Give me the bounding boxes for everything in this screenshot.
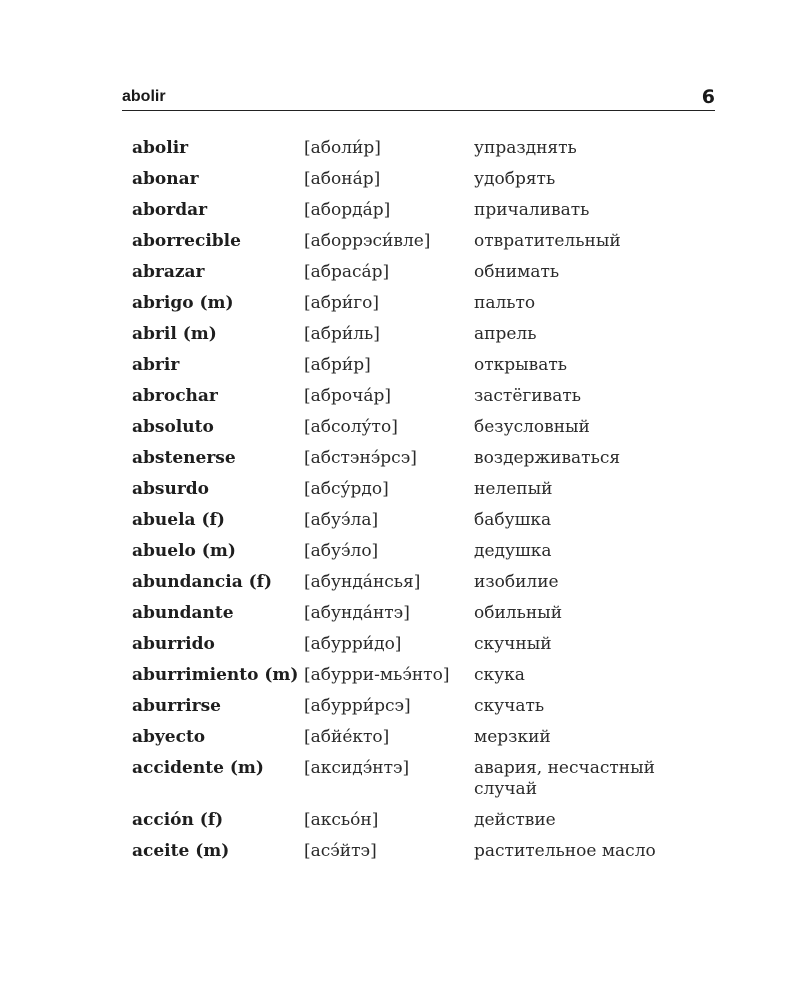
dictionary-entry xyxy=(132,353,702,384)
entry-term: aburrirse xyxy=(132,696,221,716)
entry-pronunciation: [абурри-мьэ́нто] xyxy=(304,665,450,685)
entry-term: abrigo (m) xyxy=(132,293,234,313)
entry-term: acción (f) xyxy=(132,810,224,830)
entry-pronunciation: [абри́ль] xyxy=(304,324,380,344)
entry-pronunciation: [абуэ́ла] xyxy=(304,510,379,530)
entry-translation: авария, несчастный случай xyxy=(474,758,655,799)
entry-term: aceite (m) xyxy=(132,841,230,861)
entry-pronunciation: [абсу́рдо] xyxy=(304,479,389,499)
entry-pronunciation: [абордáр] xyxy=(304,200,391,220)
entry-translation: дедушка xyxy=(474,541,552,561)
entry-term: abuelo (m) xyxy=(132,541,236,561)
entry-pronunciation: [абйе́кто] xyxy=(304,727,390,747)
entry-translation: нелепый xyxy=(474,479,553,499)
dictionary-entry xyxy=(132,322,702,353)
entry-pronunciation: [абона́р] xyxy=(304,169,381,189)
dictionary-entry xyxy=(132,756,702,808)
dictionary-entry xyxy=(132,260,702,291)
entry-pronunciation: [абстэнэ́рсэ] xyxy=(304,448,417,468)
entry-translation: отвратительный xyxy=(474,231,621,251)
dictionary-entry xyxy=(132,415,702,446)
entry-pronunciation: [аксидэ́нтэ] xyxy=(304,758,410,778)
entry-term: abril (m) xyxy=(132,324,217,344)
entry-term: absurdo xyxy=(132,479,210,499)
entry-translation: причаливать xyxy=(474,200,590,220)
entry-term: abrochar xyxy=(132,386,218,406)
entry-term: abordar xyxy=(132,200,208,220)
entry-pronunciation: [абунда́нсья] xyxy=(304,572,421,592)
dictionary-entry xyxy=(132,694,702,725)
entry-term: aburrimiento (m) xyxy=(132,665,299,685)
entry-term: abuela (f) xyxy=(132,510,225,530)
dictionary-entry xyxy=(132,384,702,415)
dictionary-entry xyxy=(132,632,702,663)
entry-translation: удобрять xyxy=(474,169,556,189)
entry-pronunciation: [абраса́р] xyxy=(304,262,390,282)
dictionary-entry xyxy=(132,229,702,260)
entry-pronunciation: [аброча́р] xyxy=(304,386,392,406)
dictionary-entry xyxy=(132,136,702,167)
entry-term: abolir xyxy=(132,138,189,158)
dictionary-entry xyxy=(132,539,702,570)
entry-translation: застёгивать xyxy=(474,386,581,406)
entry-translation: скучный xyxy=(474,634,552,654)
entry-translation: изобилие xyxy=(474,572,559,592)
entry-translation: растительное масло xyxy=(474,841,656,861)
entry-term: abundante xyxy=(132,603,234,623)
dictionary-entry xyxy=(132,446,702,477)
entry-term: abrazar xyxy=(132,262,205,282)
entry-pronunciation: [абурри́рсэ] xyxy=(304,696,411,716)
entry-term: abundancia (f) xyxy=(132,572,273,592)
entry-translation: обильный xyxy=(474,603,563,623)
entry-translation: апрель xyxy=(474,324,537,344)
entry-translation: открывать xyxy=(474,355,568,375)
dictionary-entries xyxy=(132,136,702,870)
entry-pronunciation: [абурри́до] xyxy=(304,634,402,654)
dictionary-entry xyxy=(132,808,702,839)
page-number: 6 xyxy=(701,86,715,108)
dictionary-entry xyxy=(132,291,702,322)
entry-pronunciation: [аборрэси́вле] xyxy=(304,231,431,251)
entry-term: abyecto xyxy=(132,727,206,747)
entry-pronunciation: [аксьо́н] xyxy=(304,810,379,830)
entry-translation: действие xyxy=(474,810,556,830)
dictionary-entry xyxy=(132,477,702,508)
dictionary-entry xyxy=(132,508,702,539)
dictionary-entry xyxy=(132,725,702,756)
entry-translation: скука xyxy=(474,665,525,685)
entry-pronunciation: [абуэ́ло] xyxy=(304,541,379,561)
entry-term: aburrido xyxy=(132,634,215,654)
entry-translation: безусловный xyxy=(474,417,590,437)
entry-translation: скучать xyxy=(474,696,545,716)
entry-translation: бабушка xyxy=(474,510,552,530)
dictionary-entry xyxy=(132,570,702,601)
entry-term: abonar xyxy=(132,169,199,189)
entry-term: abstenerse xyxy=(132,448,236,468)
entry-translation: упразднять xyxy=(474,138,577,158)
dictionary-entry xyxy=(132,167,702,198)
entry-translation: обнимать xyxy=(474,262,560,282)
entry-pronunciation: [абунда́нтэ] xyxy=(304,603,410,623)
entry-pronunciation: [абри́го] xyxy=(304,293,379,313)
dictionary-entry xyxy=(132,198,702,229)
dictionary-entry xyxy=(132,839,702,870)
entry-pronunciation: [аболи́р] xyxy=(304,138,381,158)
dictionary-entry xyxy=(132,601,702,632)
entry-term: accidente (m) xyxy=(132,758,264,778)
entry-term: absoluto xyxy=(132,417,214,437)
entry-term: abrir xyxy=(132,355,180,375)
entry-pronunciation: [асэ́йтэ] xyxy=(304,841,377,861)
page-header xyxy=(122,86,715,111)
entry-term: aborrecible xyxy=(132,231,241,251)
dictionary-entry xyxy=(132,663,702,694)
entry-translation: воздерживаться xyxy=(474,448,621,468)
entry-pronunciation: [абсолу́то] xyxy=(304,417,398,437)
running-head: abolir xyxy=(122,88,166,105)
entry-translation: пальто xyxy=(474,293,536,313)
entry-translation: мерзкий xyxy=(474,727,551,747)
entry-pronunciation: [абри́р] xyxy=(304,355,371,375)
